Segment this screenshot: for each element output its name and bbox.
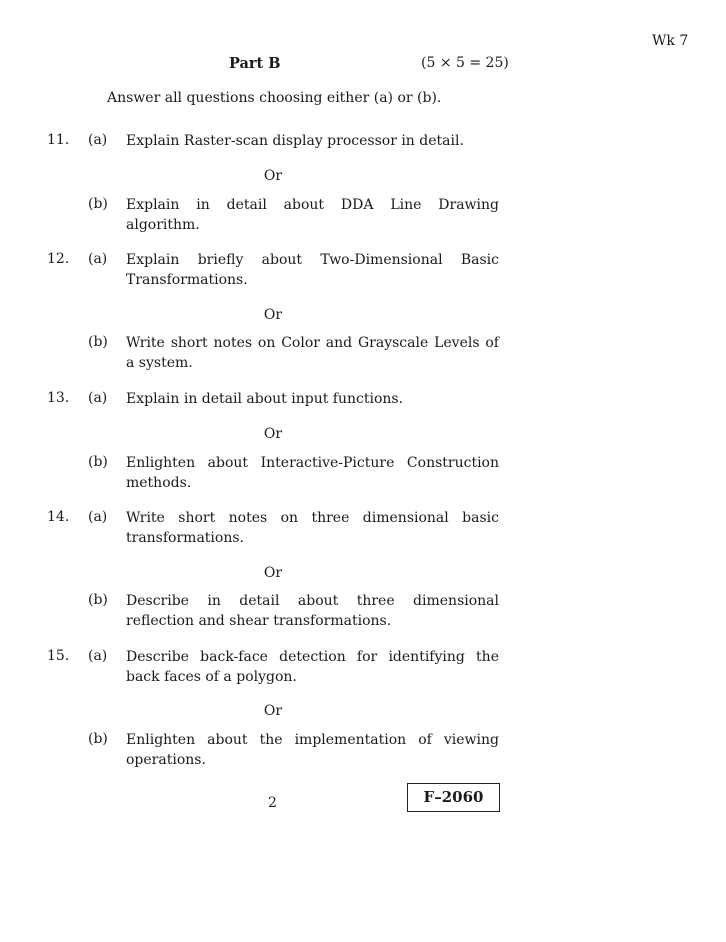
- option-a-label: (a): [88, 390, 108, 406]
- or-separator: Or: [263, 703, 283, 719]
- option-b-label: (b): [88, 592, 108, 608]
- option-a-label: (a): [88, 648, 108, 664]
- paper-code-box: F–2060: [407, 783, 500, 812]
- option-a-text: Explain briefly about Two-Dimensional Basic Transformations.: [126, 252, 499, 288]
- or-separator: Or: [263, 307, 283, 323]
- option-b-text: Write short notes on Color and Grayscale Levels of a system.: [126, 335, 499, 371]
- option-a-label: (a): [88, 132, 108, 148]
- option-a-label: (a): [88, 251, 108, 267]
- question-number: 13.: [47, 390, 70, 406]
- or-separator: Or: [263, 565, 283, 581]
- page-number: 2: [268, 795, 277, 811]
- question-number: 11.: [47, 132, 70, 148]
- option-b-text: Explain in detail about DDA Line Drawing algorithm.: [126, 197, 499, 233]
- option-a-label: (a): [88, 509, 108, 525]
- option-b-label: (b): [88, 196, 108, 212]
- option-b-text: Enlighten about Interactive-Picture Construction methods.: [126, 455, 499, 491]
- option-a-text: Explain in detail about input functions.: [126, 391, 404, 407]
- question-number: 14.: [47, 509, 70, 525]
- question-number: 12.: [47, 251, 70, 267]
- instruction-text: Answer all questions choosing either (a) or (b).: [107, 90, 442, 106]
- option-a-text: Describe back-face detection for identifying the back faces of a polygon.: [126, 649, 499, 685]
- option-b-text: Describe in detail about three dimensional reflection and shear transformations.: [126, 593, 499, 629]
- or-separator: Or: [263, 426, 283, 442]
- part-title: Part B: [229, 55, 281, 72]
- marks-allocation: (5 × 5 = 25): [421, 55, 509, 71]
- option-b-label: (b): [88, 731, 108, 747]
- question-number: 15.: [47, 648, 70, 664]
- page-ref: Wk 7: [652, 33, 689, 49]
- option-a-text: Explain Raster-scan display processor in detail.: [126, 133, 464, 149]
- option-a-text: Write short notes on three dimensional basic transformations.: [126, 510, 499, 546]
- option-b-text: Enlighten about the implementation of viewing operations.: [126, 732, 499, 768]
- option-b-label: (b): [88, 334, 108, 350]
- or-separator: Or: [263, 168, 283, 184]
- option-b-label: (b): [88, 454, 108, 470]
